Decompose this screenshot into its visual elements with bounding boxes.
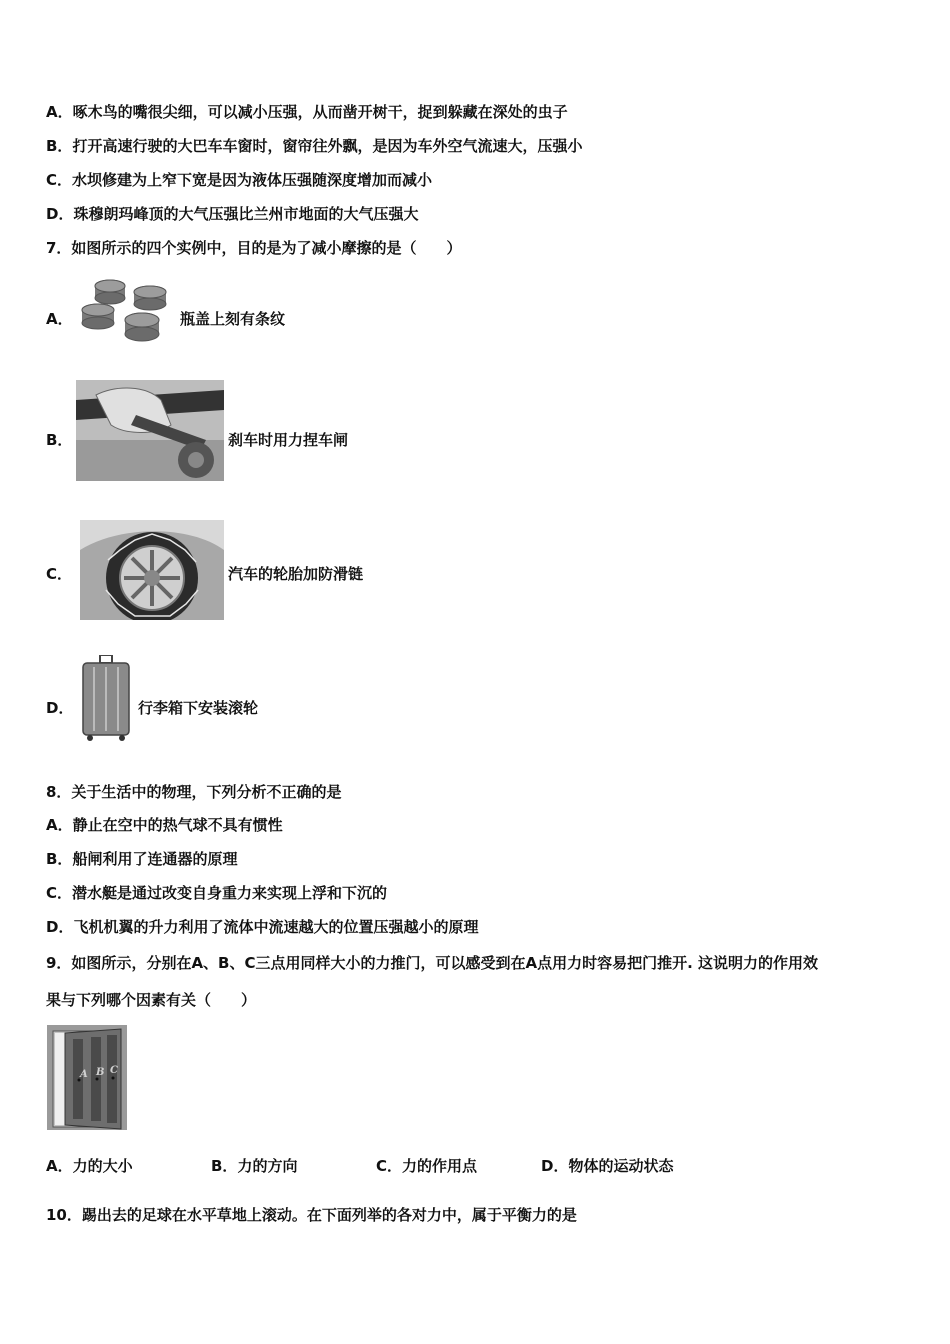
q10-stem: 10．踢出去的足球在水平草地上滚动。在下面列举的各对力中，属于平衡力的是 xyxy=(46,1206,577,1224)
bike-brake-image xyxy=(76,380,224,481)
tire-chain-image xyxy=(80,520,224,620)
q9-option-b: B．力的方向 xyxy=(211,1157,298,1175)
door-label-c: C xyxy=(110,1065,118,1076)
suitcase-image xyxy=(80,655,132,741)
q9-stem-line1: 9．如图所示，分别在A、B、C三点用同样大小的力推门，可以感受到在A点用力时容易把门推开. 这说明力的作用效 xyxy=(46,954,819,972)
q7-option-d-label: D． xyxy=(46,699,74,717)
q6-option-c: C．水坝修建为上窄下宽是因为液体压强随深度增加而减小 xyxy=(46,171,433,189)
q7-option-b-label: B． xyxy=(46,431,73,449)
q6-option-d: D．珠穆朗玛峰顶的大气压强比兰州市地面的大气压强大 xyxy=(46,205,419,223)
q8-stem: 8．关于生活中的物理，下列分析不正确的是 xyxy=(46,783,342,801)
door-label-b: B xyxy=(96,1067,105,1078)
q8-option-b: B．船闸利用了连通器的原理 xyxy=(46,850,238,868)
q7-option-b-text: 刹车时用力捏车闸 xyxy=(228,431,349,449)
q9-option-a: A．力的大小 xyxy=(46,1157,133,1175)
door-label-a: A xyxy=(80,1069,88,1080)
q9-option-d: D．物体的运动状态 xyxy=(541,1157,674,1175)
q9-option-c: C．力的作用点 xyxy=(376,1157,478,1175)
q8-option-c: C．潜水艇是通过改变自身重力来实现上浮和下沉的 xyxy=(46,884,388,902)
q8-option-d: D．飞机机翼的升力利用了流体中流速越大的位置压强越小的原理 xyxy=(46,918,479,936)
q7-option-c-text: 汽车的轮胎加防滑链 xyxy=(228,565,364,583)
q6-option-b: B．打开高速行驶的大巴车车窗时，窗帘往外飘，是因为车外空气流速大，压强小 xyxy=(46,137,583,155)
q7-stem: 7．如图所示的四个实例中，目的是为了减小摩擦的是（ ） xyxy=(46,239,462,257)
q8-option-a: A．静止在空中的热气球不具有惯性 xyxy=(46,816,283,834)
door-image xyxy=(47,1025,127,1130)
bottle-caps-image xyxy=(76,276,174,348)
q7-option-c-label: C． xyxy=(46,565,73,583)
q6-option-a: A．啄木鸟的嘴很尖细，可以减小压强，从而凿开树干，捉到躲藏在深处的虫子 xyxy=(46,103,568,121)
q9-stem-line2: 果与下列哪个因素有关（ ） xyxy=(46,991,257,1009)
q7-option-a-text: 瓶盖上刻有条纹 xyxy=(180,310,286,328)
q7-option-d-text: 行李箱下安装滚轮 xyxy=(138,699,259,717)
q7-option-a-label: A． xyxy=(46,310,73,328)
